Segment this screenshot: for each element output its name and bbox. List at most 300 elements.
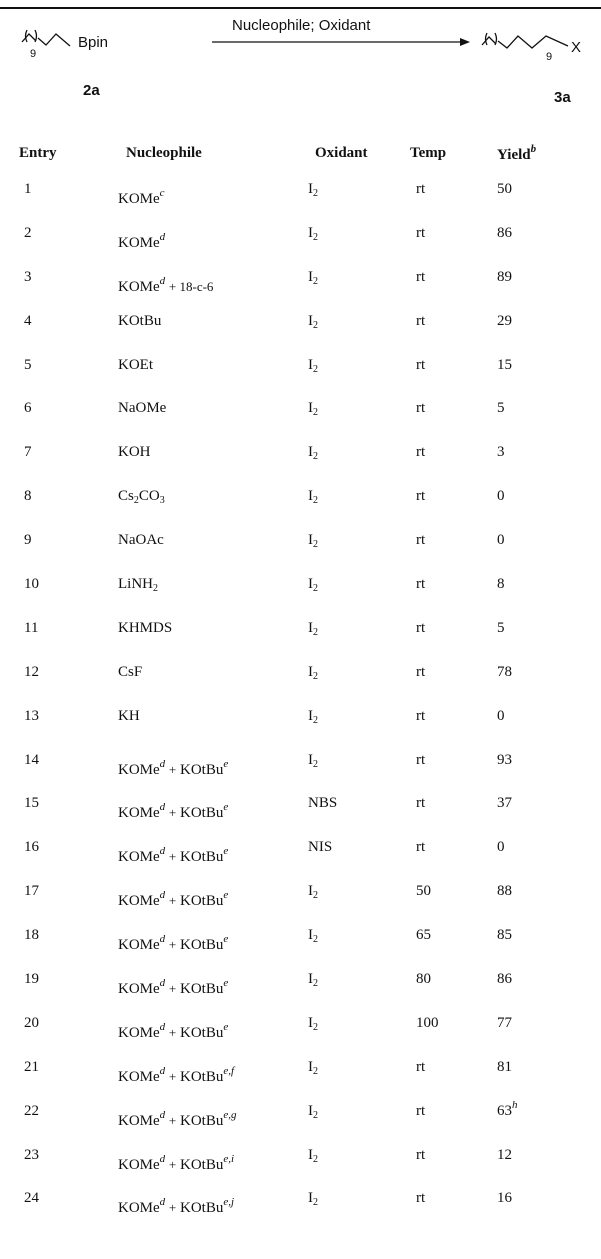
oxidant-name: I	[308, 576, 313, 593]
cell-oxidant	[308, 664, 318, 682]
oxidant-subscript: 2	[313, 758, 318, 770]
nucleophile-note: d	[159, 230, 166, 243]
cell-nucleophile	[118, 313, 161, 330]
cell-yield	[497, 181, 512, 198]
second-nucleophile: KOtBu	[180, 761, 224, 778]
yield-value: 0	[497, 707, 505, 724]
nucleophile-note: d	[159, 1064, 166, 1077]
nucleophile-name: KOMe	[118, 981, 160, 998]
second-nucleophile: KOtBu	[180, 1024, 224, 1041]
cell-entry: 7	[24, 444, 32, 461]
second-nucleophile: KOtBu	[180, 981, 224, 998]
oxidant-subscript: 2	[313, 319, 318, 331]
oxidant-name: I	[308, 444, 313, 461]
cell-nucleophile	[118, 488, 165, 506]
cell-yield	[497, 1147, 512, 1164]
oxidant-name: NIS	[308, 839, 333, 856]
cell-entry: 11	[24, 619, 39, 636]
cell-nucleophile	[118, 977, 229, 998]
header-oxidant: Oxidant	[315, 145, 368, 161]
nucleophile-name: KOH	[118, 444, 151, 461]
cell-temp: rt	[416, 1146, 426, 1163]
cell-temp: rt	[416, 356, 426, 373]
table-row	[0, 436, 601, 480]
nucleophile-name: KOMe	[118, 893, 160, 910]
cell-temp: 100	[416, 1014, 439, 1031]
nucleophile-name: LiNH$_2$	[118, 576, 158, 595]
cell-oxidant	[308, 708, 318, 726]
oxidant-name: I	[308, 181, 313, 197]
yield-value: 89	[497, 268, 512, 285]
cell-entry: 16	[24, 839, 39, 856]
table-row	[0, 744, 601, 788]
nucleophile-name: KOMe	[118, 1156, 160, 1173]
yield-value: 88	[497, 883, 512, 900]
oxidant-name: I	[308, 268, 313, 285]
nucleophile-name: KOMe	[118, 761, 160, 778]
oxidant-name: NBS	[308, 795, 338, 812]
cell-temp: 80	[416, 971, 431, 988]
cell-oxidant	[308, 971, 318, 989]
cell-nucleophile	[118, 1152, 235, 1174]
oxidant-subscript: 2	[313, 583, 318, 595]
cell-entry: 18	[24, 927, 39, 944]
cell-yield	[497, 620, 505, 637]
yield-value: 78	[497, 663, 512, 680]
nucleophile-note: d	[159, 801, 166, 814]
header-yield-label: Yield	[497, 147, 531, 163]
cell-temp: rt	[416, 1190, 426, 1207]
cell-oxidant	[308, 927, 318, 945]
cell-nucleophile	[118, 187, 165, 208]
nucleophile-name: KOMe	[118, 1200, 160, 1217]
table-row	[0, 700, 601, 744]
cell-temp: rt	[416, 663, 426, 680]
table-row	[0, 1095, 601, 1139]
optimization-table	[0, 133, 601, 1226]
cell-yield	[497, 971, 512, 988]
cell-oxidant	[308, 795, 337, 812]
cell-yield	[497, 576, 505, 593]
oxidant-subscript: 2	[313, 231, 318, 243]
cell-entry: 13	[24, 707, 39, 724]
table-row	[0, 1007, 601, 1051]
oxidant-subscript: 2	[313, 714, 318, 726]
second-nucleophile: KOtBu	[180, 1068, 224, 1085]
cell-temp: rt	[416, 707, 426, 724]
yield-value: 0	[497, 532, 505, 549]
cell-yield	[497, 752, 512, 769]
cell-temp: rt	[416, 312, 426, 329]
oxidant-name: I	[308, 1190, 313, 1207]
yield-value: 81	[497, 1058, 512, 1075]
second-nucleophile: KOtBu	[180, 893, 224, 910]
oxidant-subscript: 2	[313, 275, 318, 287]
cell-temp: rt	[416, 619, 426, 636]
second-nucleophile-note: e,g	[223, 1108, 237, 1121]
nucleophile-note: d	[159, 977, 166, 990]
nucleophile-name: NaOAc	[118, 532, 164, 549]
oxidant-name: I	[308, 224, 313, 241]
cell-nucleophile	[118, 230, 166, 252]
cell-nucleophile	[118, 889, 229, 910]
cell-yield	[497, 1098, 518, 1120]
cell-entry: 22	[24, 1102, 39, 1119]
yield-value: 5	[497, 400, 505, 417]
cell-entry: 5	[24, 356, 32, 373]
nucleophile-name: KHMDS	[118, 619, 173, 636]
nucleophile-name: KOMe	[118, 1068, 160, 1085]
oxidant-name: I	[308, 488, 313, 505]
yield-value: 5	[497, 619, 505, 636]
second-nucleophile: KOtBu	[180, 1112, 224, 1129]
cell-temp: rt	[416, 224, 426, 241]
cell-temp: rt	[416, 488, 426, 505]
cell-temp: rt	[416, 1058, 426, 1075]
second-nucleophile: KOtBu	[180, 849, 224, 866]
cell-temp: rt	[416, 400, 426, 417]
table-row	[0, 963, 601, 1007]
yield-value: 77	[497, 1014, 512, 1031]
cell-yield	[497, 488, 505, 505]
oxidant-name: I	[308, 532, 313, 549]
cell-yield	[497, 532, 505, 549]
oxidant-name: I	[308, 1058, 313, 1075]
yield-value: 86	[497, 971, 512, 988]
cell-nucleophile	[118, 1064, 235, 1086]
oxidant-subscript: 2	[313, 1197, 318, 1209]
nucleophile-name: KOMe	[118, 191, 160, 207]
cell-oxidant	[308, 532, 318, 550]
cell-oxidant	[308, 269, 318, 287]
yield-value: 0	[497, 488, 505, 505]
second-nucleophile-note: e	[223, 889, 229, 902]
nucleophile-name: CsF	[118, 663, 143, 680]
nucleophile-name: KOEt	[118, 356, 153, 373]
nucleophile-note: d	[159, 889, 166, 902]
cell-nucleophile	[118, 801, 229, 822]
substrate-structure	[22, 30, 70, 46]
cell-oxidant	[308, 400, 318, 418]
yield-value: 85	[497, 927, 512, 944]
oxidant-name: I	[308, 1014, 313, 1031]
product-structure	[482, 33, 568, 48]
second-nucleophile-note: e	[223, 977, 229, 990]
product-group: X	[571, 39, 582, 56]
table-header	[0, 133, 601, 173]
oxidant-name: I	[308, 619, 313, 636]
cell-oxidant	[308, 225, 318, 243]
second-nucleophile-note: e,j	[223, 1196, 235, 1209]
substrate-group: Bpin	[78, 34, 109, 51]
cell-entry: 10	[24, 576, 39, 593]
second-nucleophile-note: e,i	[223, 1152, 235, 1165]
cell-oxidant	[308, 883, 318, 901]
table-body	[0, 173, 601, 1226]
cell-entry: 4	[24, 312, 32, 329]
oxidant-subscript: 2	[313, 978, 318, 990]
cell-oxidant	[308, 444, 318, 462]
second-nucleophile: KOtBu	[180, 1156, 224, 1173]
yield-note: h	[512, 1098, 518, 1111]
cell-nucleophile	[118, 576, 158, 594]
cell-temp: rt	[416, 1102, 426, 1119]
cell-temp: rt	[416, 444, 426, 461]
cell-oxidant	[308, 1015, 318, 1033]
nucleophile-name: KOMe	[118, 1024, 160, 1041]
table-row	[0, 656, 601, 700]
cell-entry: 6	[24, 400, 32, 417]
cell-yield	[497, 664, 512, 681]
nucleophile-note: d	[159, 274, 166, 287]
oxidant-name: I	[308, 707, 313, 724]
oxidant-name: I	[308, 883, 313, 900]
second-nucleophile-note: e,f	[223, 1064, 235, 1077]
yield-value: 29	[497, 312, 512, 329]
yield-value: 16	[497, 1190, 512, 1207]
cell-yield	[497, 1015, 512, 1032]
oxidant-name: I	[308, 663, 313, 680]
oxidant-name: I	[308, 356, 313, 373]
second-nucleophile-note: e	[223, 933, 229, 946]
cell-entry: 19	[24, 971, 39, 988]
nucleophile-note: d	[159, 757, 166, 770]
table-row	[0, 919, 601, 963]
cell-temp: rt	[416, 839, 426, 856]
second-nucleophile: KOtBu	[180, 805, 224, 822]
reaction-scheme	[0, 12, 601, 108]
nucleophile-name: NaOMe	[118, 400, 167, 417]
cell-oxidant	[308, 1059, 318, 1077]
second-nucleophile-note: e	[223, 845, 229, 858]
nucleophile-name: $Cs_2CO_3$	[118, 488, 165, 507]
cell-entry: 20	[24, 1014, 39, 1031]
table-row	[0, 480, 601, 524]
cell-oxidant	[308, 313, 318, 331]
oxidant-name: I	[308, 400, 313, 417]
table-row	[0, 875, 601, 919]
oxidant-subscript: 2	[313, 407, 318, 419]
second-nucleophile-note: e	[223, 757, 229, 770]
oxidant-subscript: 2	[313, 626, 318, 638]
cell-entry: 1	[24, 181, 32, 197]
cell-temp: rt	[416, 532, 426, 549]
cell-oxidant	[308, 1103, 318, 1121]
cell-oxidant	[308, 1147, 318, 1165]
header-nucleophile: Nucleophile	[126, 145, 202, 161]
nucleophile-name: KOMe	[118, 1112, 160, 1129]
cell-oxidant	[308, 488, 318, 506]
cell-nucleophile	[118, 357, 153, 374]
table-row	[0, 305, 601, 349]
oxidant-subscript: 2	[313, 188, 318, 199]
table-row	[0, 261, 601, 305]
cell-oxidant	[308, 839, 332, 856]
oxidant-name: I	[308, 927, 313, 944]
oxidant-subscript: 2	[313, 1153, 318, 1165]
cell-nucleophile	[118, 400, 166, 417]
cell-oxidant	[308, 576, 318, 594]
table-row	[0, 568, 601, 612]
nucleophile-name: KOMe	[118, 849, 160, 866]
oxidant-name: I	[308, 751, 313, 768]
cell-temp: rt	[416, 181, 426, 197]
cell-entry: 2	[24, 224, 32, 241]
oxidant-subscript: 2	[313, 1021, 318, 1033]
nucleophile-note: d	[159, 933, 166, 946]
cell-entry: 21	[24, 1058, 39, 1075]
oxidant-subscript: 2	[313, 495, 318, 507]
table-row	[0, 392, 601, 436]
cell-entry: 17	[24, 883, 39, 900]
cell-temp: rt	[416, 576, 426, 593]
table-row	[0, 1182, 601, 1226]
cell-yield	[497, 269, 512, 286]
nucleophile-additive: +	[168, 1024, 177, 1040]
cell-yield	[497, 357, 512, 374]
nucleophile-additive: +	[168, 849, 177, 865]
nucleophile-additive: +	[168, 937, 177, 953]
nucleophile-name: KOtBu	[118, 312, 162, 329]
header-yield-note: b	[530, 143, 537, 155]
cell-nucleophile	[118, 664, 142, 681]
product-subscript: 9	[546, 51, 553, 63]
nucleophile-additive: + 18-c-6	[168, 278, 214, 294]
cell-nucleophile	[118, 845, 229, 866]
cell-temp: rt	[416, 268, 426, 285]
nucleophile-note: d	[159, 1196, 166, 1209]
table-row	[0, 524, 601, 568]
second-nucleophile: KOtBu	[180, 1200, 224, 1217]
cell-entry: 9	[24, 532, 32, 549]
cell-entry: 23	[24, 1146, 39, 1163]
oxidant-name: I	[308, 971, 313, 988]
oxidant-subscript: 2	[313, 539, 318, 551]
cell-entry: 8	[24, 488, 32, 505]
cell-temp: 65	[416, 927, 431, 944]
cell-nucleophile	[118, 757, 229, 779]
oxidant-name: I	[308, 1102, 313, 1119]
cell-temp: rt	[416, 751, 426, 768]
yield-value: 0	[497, 839, 505, 856]
cell-oxidant	[308, 620, 318, 638]
nucleophile-additive: +	[168, 1156, 177, 1172]
cell-yield	[497, 1190, 512, 1207]
reagent-label: Nucleophile; Oxidant	[232, 17, 371, 34]
nucleophile-note: d	[159, 1020, 166, 1033]
cell-nucleophile	[118, 1108, 237, 1130]
cell-entry: 14	[24, 751, 39, 768]
yield-value: 15	[497, 356, 512, 373]
cell-yield	[497, 225, 512, 242]
table-row	[0, 349, 601, 393]
yield-value: 93	[497, 751, 512, 768]
cell-nucleophile	[118, 444, 151, 461]
nucleophile-name: KOMe	[118, 234, 160, 251]
oxidant-subscript: 2	[313, 1109, 318, 1121]
second-nucleophile-note: e	[223, 1020, 229, 1033]
nucleophile-name: KOMe	[118, 805, 160, 822]
cell-yield	[497, 1059, 512, 1076]
cell-entry: 12	[24, 663, 39, 680]
nucleophile-note: c	[159, 187, 165, 199]
cell-nucleophile	[118, 274, 214, 296]
nucleophile-name: KOMe	[118, 278, 160, 295]
cell-yield	[497, 839, 505, 856]
top-rule	[0, 7, 601, 9]
table-row	[0, 831, 601, 875]
cell-nucleophile	[118, 532, 164, 549]
table-row	[0, 217, 601, 261]
cell-yield	[497, 313, 512, 330]
substrate-id: 2a	[83, 82, 100, 99]
yield-value: 3	[497, 444, 505, 461]
yield-value: 37	[497, 795, 512, 812]
nucleophile-additive: +	[168, 981, 177, 997]
oxidant-subscript: 2	[313, 451, 318, 463]
nucleophile-additive: +	[168, 1200, 177, 1216]
oxidant-subscript: 2	[313, 670, 318, 682]
cell-temp: rt	[416, 795, 426, 812]
yield-value: 50	[497, 181, 512, 197]
header-yield	[497, 143, 537, 164]
table-row	[0, 173, 601, 217]
second-nucleophile-note: e	[223, 801, 229, 814]
cell-entry: 3	[24, 268, 32, 285]
table-row	[0, 1139, 601, 1183]
table-row	[0, 787, 601, 831]
oxidant-name: I	[308, 1146, 313, 1163]
cell-nucleophile	[118, 708, 140, 725]
nucleophile-name: KH	[118, 707, 140, 724]
cell-yield	[497, 444, 505, 461]
nucleophile-note: d	[159, 1108, 166, 1121]
cell-yield	[497, 795, 512, 812]
oxidant-subscript: 2	[313, 363, 318, 375]
cell-oxidant	[308, 1190, 318, 1208]
yield-value: 63	[497, 1102, 512, 1119]
product-id: 3a	[554, 89, 571, 106]
oxidant-name: I	[308, 312, 313, 329]
nucleophile-additive: +	[168, 805, 177, 821]
header-temp: Temp	[410, 145, 447, 161]
header-entry: Entry	[19, 145, 57, 161]
yield-value: 8	[497, 576, 505, 593]
substrate-subscript: 9	[30, 48, 37, 60]
cell-nucleophile	[118, 933, 229, 954]
nucleophile-additive: +	[168, 761, 177, 777]
table-row	[0, 612, 601, 656]
cell-nucleophile	[118, 620, 172, 637]
cell-nucleophile	[118, 1020, 229, 1042]
cell-oxidant	[308, 357, 318, 375]
arrowhead-icon	[460, 38, 470, 46]
second-nucleophile: KOtBu	[180, 937, 224, 954]
yield-value: 12	[497, 1146, 512, 1163]
yield-value: 86	[497, 224, 512, 241]
cell-yield	[497, 883, 512, 900]
oxidant-subscript: 2	[313, 890, 318, 902]
oxidant-subscript: 2	[313, 934, 318, 946]
cell-oxidant	[308, 181, 318, 199]
cell-yield	[497, 927, 512, 944]
nucleophile-name: KOMe	[118, 937, 160, 954]
nucleophile-additive: +	[168, 893, 177, 909]
nucleophile-additive: +	[168, 1112, 177, 1128]
cell-yield	[497, 400, 505, 417]
table-row	[0, 1051, 601, 1095]
cell-entry: 15	[24, 795, 39, 812]
